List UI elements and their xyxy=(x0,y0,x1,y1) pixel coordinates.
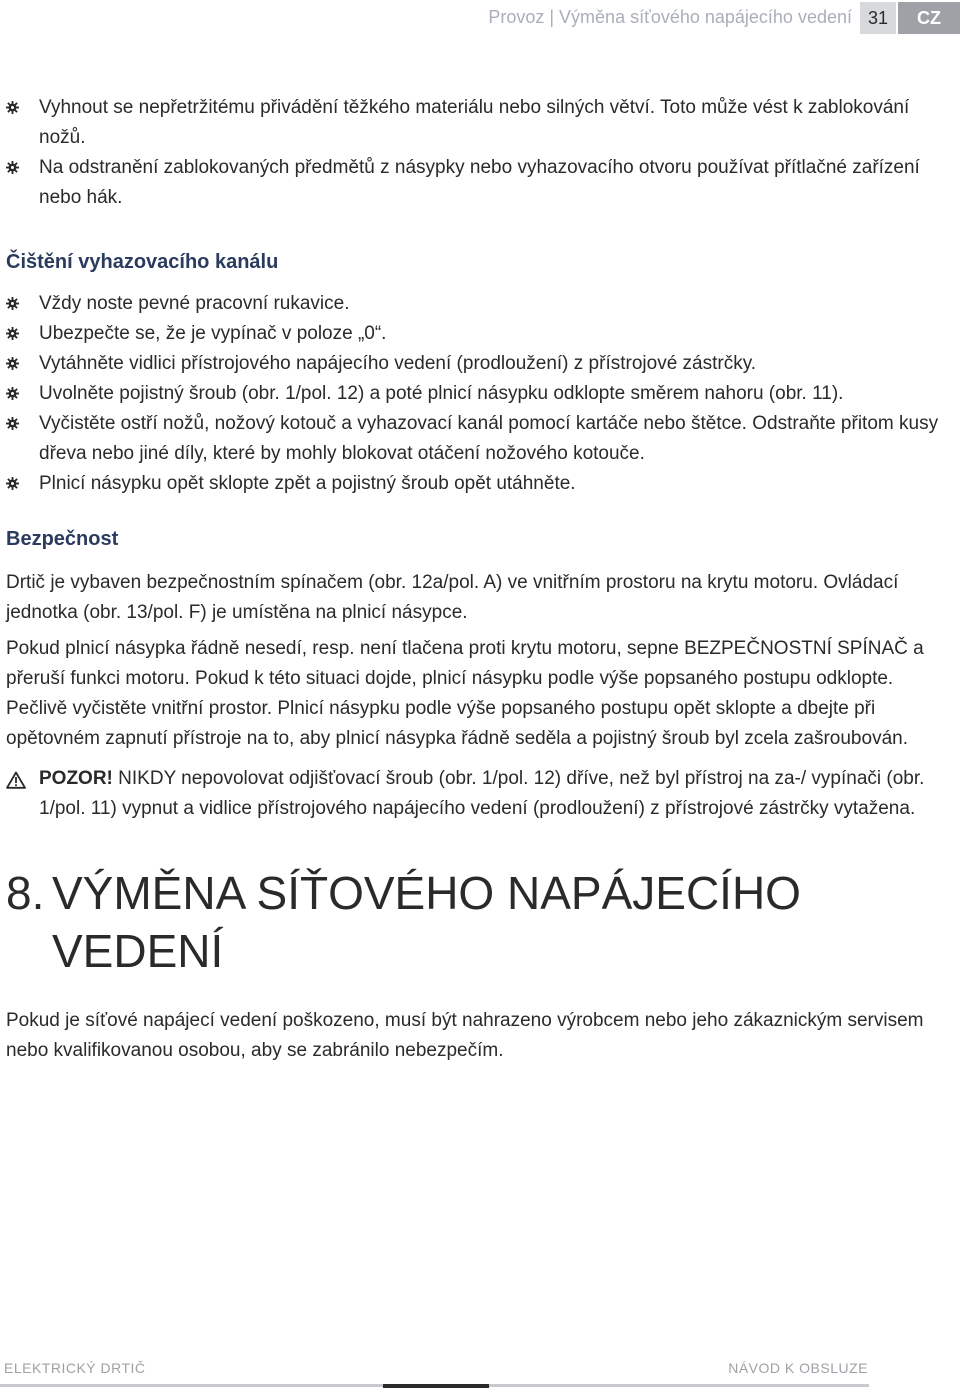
warning-text: NIKDY nepovolovat odjišťovací šroub (obr. 1/pol. 12) dříve, než byl přístroj na za-/ vypínači (obr. 1/pol. 11) vypnut a vidlice přístrojového napájecího vedení (prodloužení) z přístrojové zástrčky vytažena. xyxy=(39,768,925,819)
list-item xyxy=(6,469,946,499)
list-item xyxy=(6,153,946,213)
gear-bullet-icon xyxy=(6,101,19,114)
page-number: 31 xyxy=(860,2,896,34)
gear-bullet-icon xyxy=(6,297,19,310)
safety-paragraph: Pokud plnicí násypka řádně nesedí, resp. není tlačena proti krytu motoru, sepne BEZPEČNOSTNÍ SPÍNAČ a přeruší funkci motoru. Pokud k této situaci dojde, plnicí násypku podle výše popsaného postupu odklopte. Pečlivě vyčistěte vnitřní prostor. Plnicí násypku podle výše popsaného postupu opět sklopte a dbejte při opětovném zapnutí přístroje na to, aby plnicí násypka řádně seděla a pojistný šroub byl zcela zašroubován. xyxy=(6,638,924,749)
list-item-text: Vyhnout se nepřetržitému přivádění těžkého materiálu nebo silných větví. Toto může vést k zablokování nožů. xyxy=(39,97,910,148)
gear-bullet-icon xyxy=(6,161,19,174)
page-content xyxy=(6,93,946,1072)
footer-manual-label: NÁVOD K OBSLUZE xyxy=(728,1360,868,1376)
cleaning-bullet-list xyxy=(6,289,946,499)
list-item xyxy=(6,349,946,379)
footer-divider xyxy=(489,1384,869,1387)
list-item xyxy=(6,379,946,409)
list-item xyxy=(6,319,946,349)
footer-product-name: ELEKTRICKÝ DRTIČ xyxy=(4,1360,146,1376)
footer-divider xyxy=(0,1384,383,1387)
cleaning-heading: Čištění vyhazovacího kanálu xyxy=(6,251,279,273)
page-header xyxy=(0,0,960,36)
section-number: 8. xyxy=(6,867,45,919)
gear-bullet-icon xyxy=(6,357,19,370)
safety-paragraph: Drtič je vybaven bezpečnostním spínačem (obr. 12a/pol. A) ve vnitřním prostoru na krytu motoru. Ovládací jednotka (obr. 13/pol. F) je umístěna na plnicí násypce. xyxy=(6,572,899,623)
section-title: VÝMĚNA SÍŤOVÉHO NAPÁJECÍHO VEDENÍ xyxy=(52,867,801,977)
safety-heading: Bezpečnost xyxy=(6,528,119,550)
language-badge: CZ xyxy=(898,2,960,34)
warning-triangle-icon xyxy=(6,771,26,789)
list-item-text: Na odstranění zablokovaných předmětů z násypky nebo vyhazovacího otvoru používat přítlačné zařízení nebo hák. xyxy=(39,157,920,208)
gear-bullet-icon xyxy=(6,477,19,490)
gear-bullet-icon xyxy=(6,327,19,340)
list-item xyxy=(6,289,946,319)
gear-bullet-icon xyxy=(6,417,19,430)
section-heading xyxy=(6,864,946,980)
warning-label: POZOR! xyxy=(39,768,113,789)
header-title: Provoz | Výměna síťového napájecího vedení xyxy=(488,7,852,27)
list-item-text: Uvolněte pojistný šroub (obr. 1/pol. 12) a poté plnicí násypku odklopte směrem nahoru (obr. 11). xyxy=(39,383,844,404)
list-item-text: Vždy noste pevné pracovní rukavice. xyxy=(39,293,350,314)
page-footer xyxy=(0,1358,960,1390)
warning-block xyxy=(6,764,946,824)
section-paragraph: Pokud je síťové napájecí vedení poškozeno, musí být nahrazeno výrobcem nebo jeho zákaznickým servisem nebo kvalifikovanou osobou, aby se zabránilo nebezpečím. xyxy=(6,1010,924,1061)
list-item xyxy=(6,409,946,469)
footer-divider-accent xyxy=(383,1384,489,1388)
list-item-text: Ubezpečte se, že je vypínač v poloze „0“. xyxy=(39,323,387,344)
list-item-text: Plnicí násypku opět sklopte zpět a pojistný šroub opět utáhněte. xyxy=(39,473,576,494)
list-item xyxy=(6,93,946,153)
list-item-text: Vyčistěte ostří nožů, nožový kotouč a vyhazovací kanál pomocí kartáče nebo štětce. Odstraňte přitom kusy dřeva nebo jiné díly, které by mohly blokovat otáčení nožového kotouče. xyxy=(39,413,939,464)
intro-bullet-list xyxy=(6,93,946,213)
list-item-text: Vytáhněte vidlici přístrojového napájecího vedení (prodloužení) z přístrojové zástrčky. xyxy=(39,353,757,374)
gear-bullet-icon xyxy=(6,387,19,400)
